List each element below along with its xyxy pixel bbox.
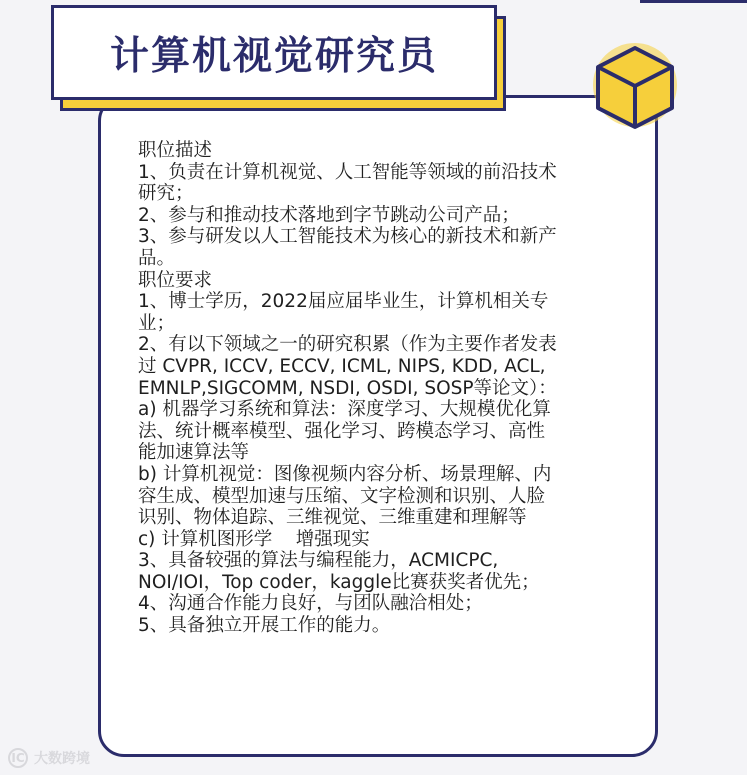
text-line: c) 计算机图形学 增强现实 [138,528,370,550]
text-line: 职位要求 [138,269,213,291]
top-divider-line [640,0,747,3]
text-line: 识别、物体追踪、三维视觉、三维重建和理解等 [138,507,527,529]
job-description-text [138,140,643,637]
text-line: 容生成、模型加速与压缩、文字检测和识别、人脸 [138,485,546,507]
text-line: EMNLP,SIGCOMM, NSDI, OSDI, SOSP等论文）： [138,377,557,399]
text-line: 品。 [138,247,176,269]
text-line: b) 计算机视觉：图像视频内容分析、场景理解、内 [138,463,552,485]
text-line: 2、有以下领域之一的研究积累（作为主要作者发表 [138,334,557,356]
text-line: 1、负责在计算机视觉、人工智能等领域的前沿技术 [138,161,557,183]
text-line: 5、具备独立开展工作的能力。 [138,615,391,637]
cube-icon [590,40,685,130]
text-line: 1、博士学历，2022届应届毕业生，计算机相关专 [138,291,549,313]
watermark-text: 大数跨境 [34,751,90,767]
watermark [8,748,90,768]
text-line: 法、统计概率模型、强化学习、跨模态学习、高性 [138,420,546,442]
text-line: 能加速算法等 [138,442,250,464]
text-line: 过 CVPR, ICCV, ECCV, ICML, NIPS, KDD, ACL, [138,355,546,377]
text-line: 业； [138,312,176,334]
watermark-logo-icon: IC [8,748,28,768]
text-line: 3、具备较强的算法与编程能力，ACMICPC, [138,550,499,572]
text-line: 4、沟通合作能力良好，与团队融洽相处； [138,593,483,615]
text-line: 3、参与研发以人工智能技术为核心的新技术和新产 [138,226,557,248]
text-line: a) 机器学习系统和算法：深度学习、大规模优化算 [138,399,551,421]
text-line: 职位描述 [138,140,213,161]
text-line: NOI/IOI，Top coder，kaggle比赛获奖者优先； [138,571,540,593]
text-line: 2、参与和推动技术落地到字节跳动公司产品； [138,204,520,226]
page-title: 计算机视觉研究员 [109,33,438,79]
text-line: 研究； [138,183,194,205]
title-box [51,5,497,100]
